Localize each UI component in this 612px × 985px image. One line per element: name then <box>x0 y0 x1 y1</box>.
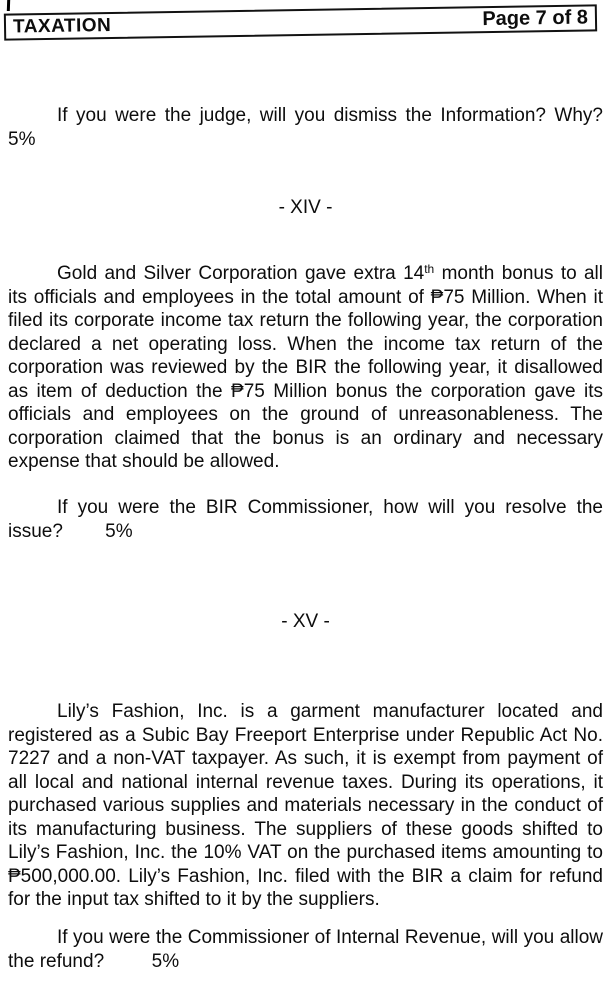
scan-artifact-mark <box>7 0 10 11</box>
header-page-indicator: Page 7 of 8 <box>482 6 589 31</box>
question-14-facts-text: Gold and Silver Corporation gave extra 14 <box>57 263 425 284</box>
question-14-facts <box>8 262 603 474</box>
header-subject-title: TAXATION <box>12 14 112 38</box>
question-14-facts-continued: month bonus to all its officials and employees in the total amount of ₱75 Million. When it filed its corporate income tax return the following year, the corporation declared a net operating loss. When the income tax return of the corporation was reviewed by the BIR the following year, it disallowed as item of deduction the ₱75 Million bonus the corporation gave its officials and employees on the ground of unreasonableness. The corporation claimed that the bonus is an ordinary and necessary expense that should be allowed. <box>8 263 604 472</box>
question-15-prompt: If you were the Commissioner of Internal Revenue, will you allow the refund? 5% <box>8 927 603 972</box>
question-14-prompt: If you were the BIR Commissioner, how will you resolve the issue? 5% <box>8 497 603 542</box>
section-heading-xv: - XV - <box>281 611 330 632</box>
page-header <box>4 4 597 40</box>
question-15-facts: Lily’s Fashion, Inc. is a garment manufacturer located and registered as a Subic Bay Freeport Enterprise under Republic Act No. 7227 and a non-VAT taxpayer. As such, it is exempt from payment of all local and national internal revenue taxes. During its operations, it purchased various supplies and materials necessary in the conduct of its manufacturing business. The suppliers of these goods shifted to Lily’s Fashion, Inc. the 10% VAT on the purchased items amounting to ₱500,000.00. Lily’s Fashion, Inc. filed with the BIR a claim for refund for the input tax shifted to it by the suppliers. <box>8 701 603 910</box>
section-heading-xiv: - XIV - <box>278 197 333 218</box>
question-13-prompt: If you were the judge, will you dismiss the Information? Why? 5% <box>8 105 603 150</box>
ordinal-suffix-superscript: th <box>424 262 435 276</box>
